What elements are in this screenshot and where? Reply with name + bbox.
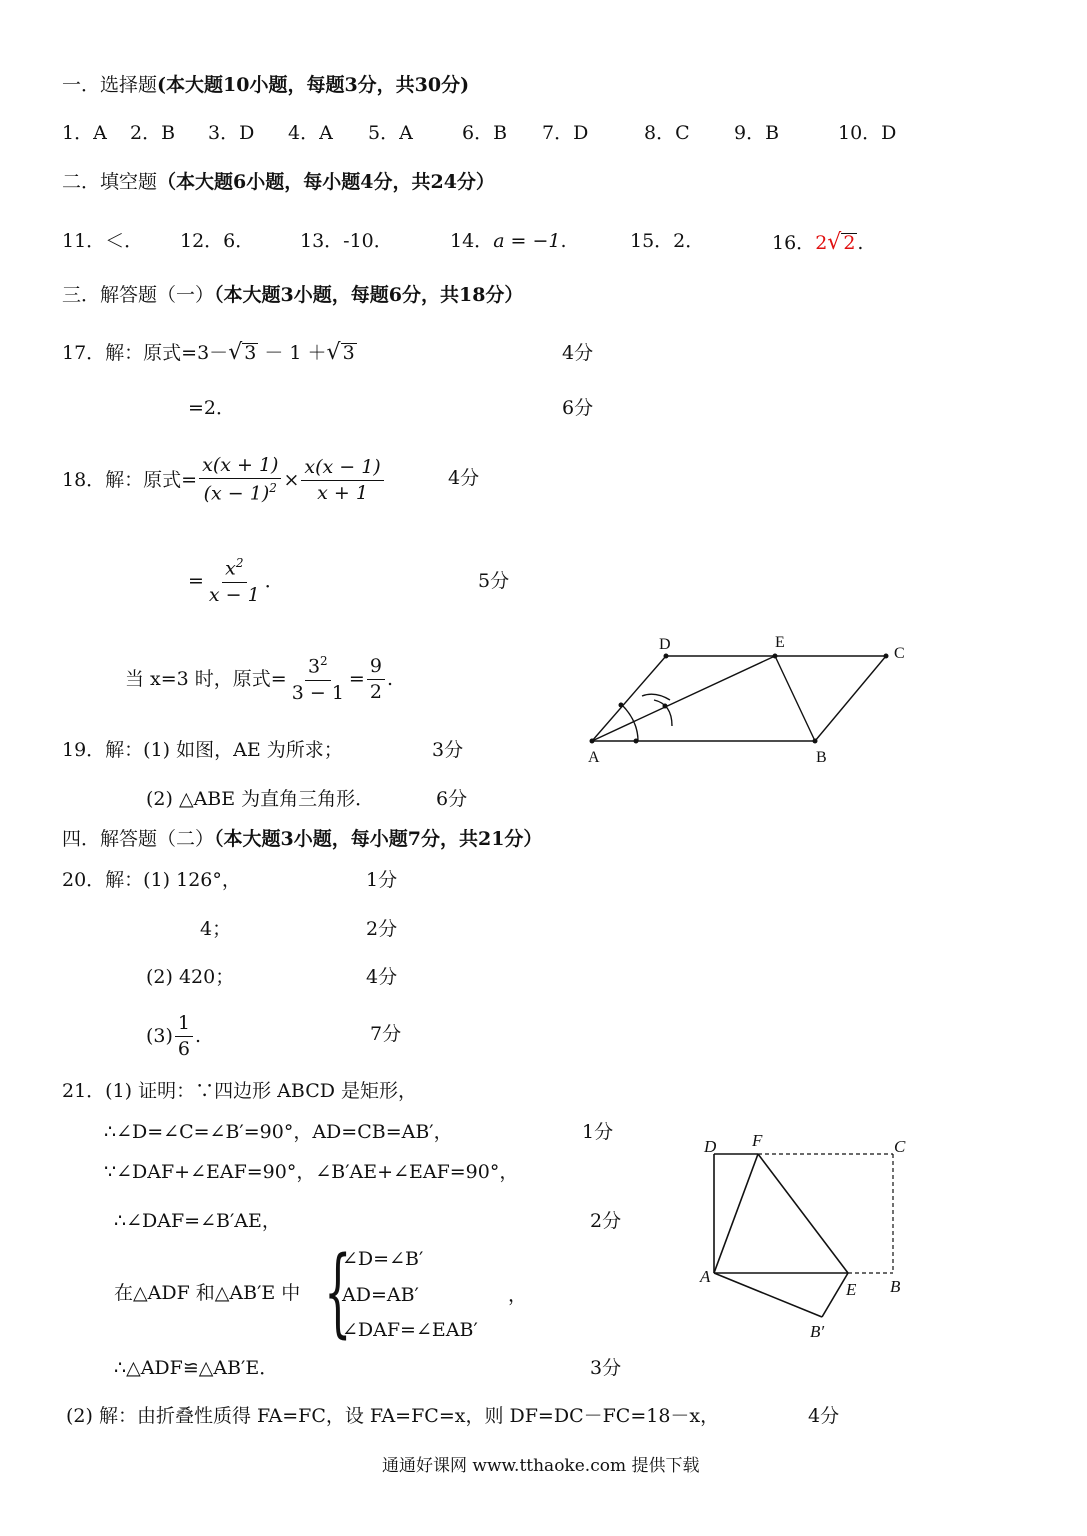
q20-score-3: 4分 [366, 966, 398, 988]
section-1-heading: 一．选择题(本大题10小题，每题3分，共30分) [62, 74, 470, 96]
answer-6: 6．B [462, 122, 508, 144]
label-b: B [816, 749, 827, 766]
q18-line-1: 18．解：原式= $\frac{x(x + 1)}{(x - 1)^2}$ × $\frac{x(x - 1)}{x + 1}$ [62, 449, 386, 511]
q18-fraction-5: $\frac{9}{2}$ [367, 657, 385, 702]
label-e: E [775, 634, 785, 651]
answer-1: 1．A [62, 122, 107, 144]
q21-condition-3: ∠DAF=∠EAB′ [342, 1319, 478, 1341]
segment-af [714, 1154, 758, 1273]
q21-condition-1: ∠D=∠B′ [342, 1248, 424, 1270]
q20-line-4: (3) $\frac{1}{6}$ . [146, 1011, 202, 1060]
construction-arc-3 [654, 700, 672, 726]
q20-line-1: 20．解：(1) 126°， [62, 869, 241, 891]
point-b [813, 739, 818, 744]
q21-condition-2: AD=AB′ [342, 1284, 419, 1306]
q20-line-2: 4； [200, 918, 232, 940]
label-b-prime: B′ [810, 1322, 825, 1341]
q21-in-triangles: 在△ADF 和△AB′E 中 [114, 1282, 301, 1304]
q17-line-2: =2． [188, 397, 236, 419]
left-brace: { [324, 1236, 352, 1348]
answer-12: 12．6． [180, 230, 255, 252]
segment-ae [592, 656, 775, 741]
construction-arc-1 [620, 703, 638, 741]
segment-b-prime-e [822, 1273, 848, 1317]
q21-comma: ， [508, 1284, 528, 1306]
section-2-heading: 二．填空题（本大题6小题，每小题4分，共24分） [62, 171, 495, 193]
label-f: F [752, 1131, 763, 1150]
q21-score-1: 1分 [582, 1121, 614, 1143]
q21-line-1: 21．(1) 证明：∵四边形 ABCD 是矩形， [62, 1080, 418, 1102]
q18-line-2: = $\frac{x^2}{x - 1}$ ． [188, 556, 284, 606]
point-arc-intersect [663, 704, 668, 709]
q17-score-1: 4分 [562, 342, 594, 364]
answer-7: 7．D [542, 122, 589, 144]
segment-ab-prime [714, 1273, 822, 1317]
point-arc-ab [634, 739, 639, 744]
q20-line-3: (2) 420； [146, 966, 235, 988]
answer-9: 9．B [734, 122, 780, 144]
answer-16: 16．2√ 2 . [772, 230, 864, 255]
label-a2: A [700, 1267, 711, 1286]
label-e2: E [846, 1280, 857, 1299]
parallelogram-figure [580, 628, 920, 770]
point-a [590, 739, 595, 744]
q18-score-1: 4分 [448, 467, 480, 489]
q21-line-4: ∴∠DAF=∠B′AE， [114, 1210, 281, 1232]
q18-fraction-3: $\frac{x^2}{x - 1}$ [208, 556, 260, 606]
q18-fraction-1: $\frac{x(x + 1)}{(x - 1)^2}$ [199, 456, 281, 503]
answer-2: 2．B [130, 122, 176, 144]
answer-8: 8．C [644, 122, 690, 144]
q21-score-2: 2分 [590, 1210, 622, 1232]
q20-score-2: 2分 [366, 918, 398, 940]
q19-score-2: 6分 [436, 788, 468, 810]
answer-5: 5．A [368, 122, 413, 144]
footer-text: 通通好课网 www.tthaoke.com 提供下载 [382, 1456, 700, 1476]
q21-line-3: ∵∠DAF+∠EAF=90°，∠B′AE+∠EAF=90°， [104, 1161, 519, 1183]
q21-score-3: 3分 [590, 1357, 622, 1379]
answer-13: 13．-10． [300, 230, 393, 252]
label-c2: C [894, 1137, 906, 1156]
answer-10: 10．D [838, 122, 897, 144]
q20-score-1: 1分 [366, 869, 398, 891]
q21-line-2: ∴∠D=∠C=∠B′=90°，AD=CB=AB′， [104, 1121, 453, 1143]
section-4-heading: 四．解答题（二）（本大题3小题，每小题7分，共21分） [62, 828, 543, 850]
label-a: A [588, 749, 600, 766]
point-e [773, 654, 778, 659]
q19-score-1: 3分 [432, 739, 464, 761]
section-2-answers [62, 232, 962, 262]
q18-line-3: 当 x=3 时，原式= $\frac{3^2}{3 - 1}$ = $\frac{9}{2}$ . [125, 654, 393, 704]
label-b2: B [890, 1277, 901, 1296]
answer-15: 15．2． [630, 230, 705, 252]
q17-score-2: 6分 [562, 397, 594, 419]
q18-fraction-2: $\frac{x(x - 1)}{x + 1}$ [301, 458, 383, 503]
segment-eb [775, 656, 815, 741]
q19-line-2: (2) △ABE 为直角三角形． [146, 788, 375, 810]
q19-line-1: 19．解：(1) 如图，AE 为所求； [62, 739, 343, 761]
label-d2: D [704, 1137, 717, 1156]
edge-cb [815, 656, 886, 741]
construction-arc-2 [642, 694, 670, 700]
point-d [664, 654, 669, 659]
answer-4: 4．A [288, 122, 333, 144]
answer-14: 14．a = −1. [450, 230, 567, 252]
segment-fe [758, 1154, 848, 1273]
q21-line-6: ∴△ADF≌△AB′E． [114, 1357, 279, 1379]
q17-line-1: 17．解：原式=3－√ 3 － 1 ＋√ 3 [62, 340, 355, 365]
point-c [884, 654, 889, 659]
q21-line-7: (2) 解：由折叠性质得 FA=FC，设 FA=FC=x，则 DF=DC－FC=18－x， [66, 1405, 720, 1427]
q21-score-4: 4分 [808, 1405, 840, 1427]
label-c: C [894, 645, 905, 662]
q18-fraction-4: $\frac{3^2}{3 - 1}$ [291, 654, 344, 704]
point-arc-ad [619, 703, 624, 708]
answer-3: 3．D [208, 122, 255, 144]
q20-fraction: $\frac{1}{6}$ [175, 1014, 193, 1059]
edge-ad [592, 656, 666, 741]
folded-rectangle-figure [690, 1128, 920, 1348]
q20-score-4: 7分 [370, 1023, 402, 1045]
label-d: D [659, 636, 671, 653]
q18-score-2: 5分 [478, 570, 510, 592]
section-3-heading: 三．解答题（一）（本大题3小题，每题6分，共18分） [62, 284, 524, 306]
answer-11: 11．＜． [62, 230, 144, 252]
